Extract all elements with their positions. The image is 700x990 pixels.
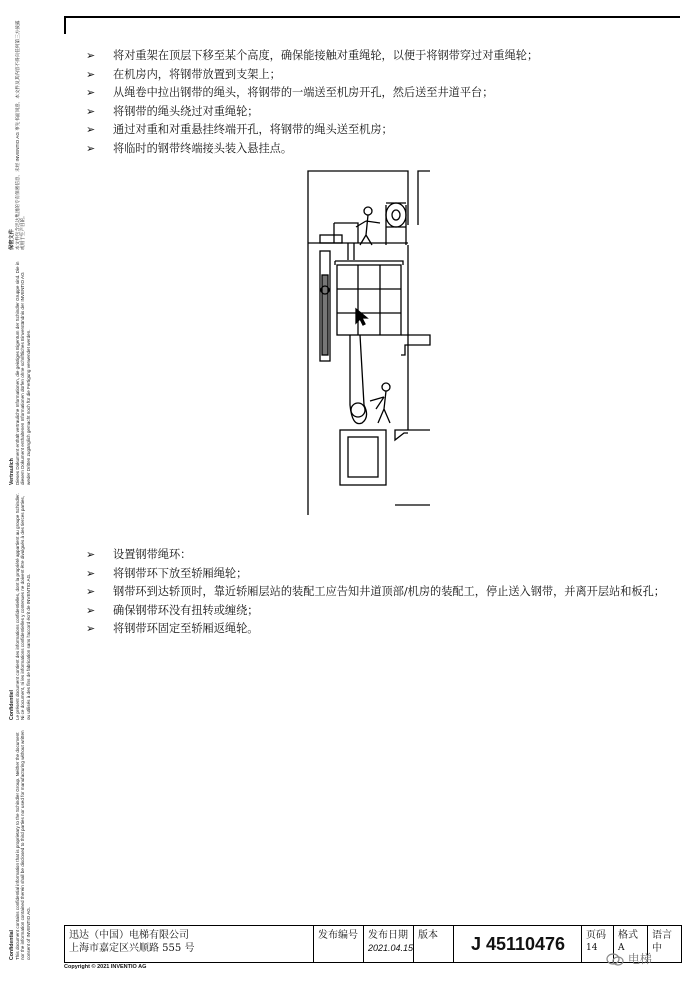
page-label: 页码 bbox=[586, 930, 606, 941]
list-item: ➢ 确保钢带环没有扭转或缠绕； bbox=[86, 602, 676, 621]
bullet-arrow-icon: ➢ bbox=[86, 622, 96, 635]
bullet-arrow-icon: ➢ bbox=[86, 141, 96, 155]
bullet-arrow-icon: ➢ bbox=[86, 548, 96, 561]
list-item: ➢ 设置钢带绳环： bbox=[86, 546, 676, 565]
list-item: ➢ 在机房内，将钢带放置到支架上； bbox=[86, 66, 676, 85]
bullet-arrow-icon: ➢ bbox=[86, 585, 96, 598]
issue-date-label: 发布日期 bbox=[368, 930, 408, 941]
list-item: ➢ 将对重架在顶层下移至某个高度，确保能接触对重绳轮，以便于将钢带穿过对重绳轮； bbox=[86, 47, 676, 66]
list-item: ➢ 将钢带的绳头绕过对重绳轮； bbox=[86, 103, 676, 122]
bullet-arrow-icon: ➢ bbox=[86, 86, 96, 99]
side-note-french: Confidentiel Le présent document contient des informations confidentielles, dont la propriété appartient au groupe Schindler. Ni ce document, ni les informations confidentielles y contenues ne doivent être divulgués à des tierces parties, ou utilisés à des fins de fabrication sans l'accord écrit de INVENTIO AG. bbox=[9, 493, 31, 720]
wechat-watermark: 电梯 bbox=[606, 950, 652, 967]
language-value: 中 bbox=[652, 943, 662, 954]
top-instruction-list bbox=[86, 47, 676, 158]
issue-number-label: 发布编号 bbox=[318, 930, 358, 941]
document-number: J 45110476 bbox=[470, 934, 566, 954]
header-rule-left bbox=[64, 16, 66, 34]
language-label: 语言 bbox=[652, 930, 672, 941]
bullet-arrow-icon: ➢ bbox=[86, 603, 96, 617]
company-name: 迅达（中国）电梯有限公司 bbox=[69, 930, 189, 941]
format-value: A bbox=[618, 943, 625, 953]
header-rule bbox=[64, 16, 680, 18]
bullet-arrow-icon: ➢ bbox=[86, 49, 96, 62]
bullet-arrow-icon: ➢ bbox=[86, 123, 96, 136]
page-number: 14 bbox=[586, 943, 598, 953]
copyright-notice: Copyright © 2021 INVENTIO AG bbox=[64, 964, 147, 970]
side-note-chinese: 保密文件 本文件包含迅达集团的专有保密信息，未经 INVENTIO AG 事先书面同意，本文件及其内容不得向任何第三方披露或用于生产目的。 bbox=[9, 20, 26, 250]
side-note-german: Vertraulich Dieses Dokument enthält vertrauliche Informationen, die geistiges Eigentum der Schindler Gruppe sind. Die in diesem Dokument enthaltenen Informationen dürfen ohne schriftliches Einverständnis der INVENTIO AG weder Dritten zugänglich gemacht noch für die Fertigung verwendet werden. bbox=[9, 261, 31, 485]
side-note-english: Confidential This document contains confidential information that is proprietary to the Schindler Group. Neither the document nor the information contained therein shall be disclosed to third parties nor used for manufacturing without written consent of INVENTIO AG. bbox=[9, 730, 31, 960]
list-item: ➢ 将临时的钢带终端接头装入悬挂点。 bbox=[86, 140, 676, 159]
bullet-arrow-icon: ➢ bbox=[86, 104, 96, 118]
company-address: 上海市嘉定区兴顺路 555 号 bbox=[69, 943, 195, 954]
issue-date: 2021.04.15 bbox=[368, 943, 414, 953]
list-item: ➢ 从绳卷中拉出钢带的绳头，将钢带的一端送至机房开孔，然后送至井道平台； bbox=[86, 84, 676, 103]
list-item: ➢ 将钢带环下放至轿厢绳轮； bbox=[86, 565, 676, 584]
list-item: ➢ 将钢带环固定至轿厢返绳轮。 bbox=[86, 620, 676, 639]
bottom-instruction-list bbox=[86, 546, 676, 639]
bullet-arrow-icon: ➢ bbox=[86, 67, 96, 81]
list-item: ➢ 通过对重和对重悬挂终端开孔，将钢带的绳头送至机房； bbox=[86, 121, 676, 140]
list-item: ➢ 钢带环到达轿顶时，靠近轿厢层站的装配工应告知井道顶部/机房的装配工，停止送入钢带，并离开层站和板孔； bbox=[86, 583, 676, 602]
elevator-shaft-diagram bbox=[300, 165, 440, 520]
format-label: 格式 bbox=[618, 930, 638, 941]
document-footer bbox=[64, 925, 682, 963]
chat-bubble-icon bbox=[606, 953, 624, 967]
bullet-arrow-icon: ➢ bbox=[86, 566, 96, 580]
version-label: 版本 bbox=[418, 930, 438, 941]
